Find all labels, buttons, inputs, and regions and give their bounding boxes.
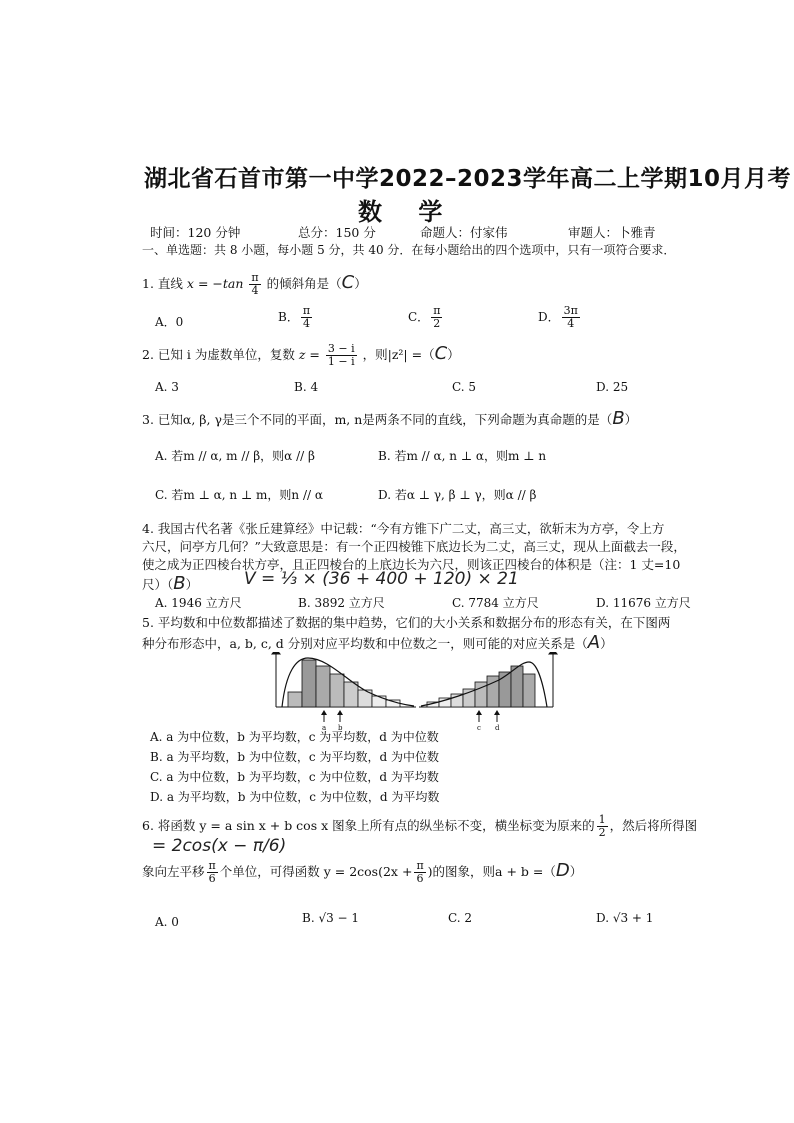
question-3: 3. 已知α, β, γ是三个不同的平面，m, n是两条不同的直线，下列命题为真命题的是（B） [142, 408, 638, 429]
q5-option-b: B. a 为平均数，b 为中位数，c 为平均数，d 为中位数 [150, 750, 439, 764]
q3-option-a: A. 若m // α, m // β，则α // β [155, 449, 315, 463]
q2-option-c: C. 5 [452, 380, 477, 394]
q1-fraction: $\frac{\pi}{4}$ [251, 271, 259, 297]
label-d: d [495, 724, 500, 732]
q5-option-a: A. a 为中位数，b 为平均数，c 为平均数，d 为中位数 [150, 730, 439, 744]
label-b: b [338, 724, 343, 732]
q3-answer: B [612, 408, 625, 429]
section-heading: 一、单选题：共 8 小题，每小题 5 分，共 40 分．在每小题给出的四个选项中，只有一项符合要求． [142, 243, 676, 257]
question-1: 1. 直线 x = −tan $\frac{\pi}{4}$ 的倾斜角是（C） [142, 271, 367, 297]
question-4-line-1: 4. 我国古代名著《张丘建算经》中记载：“今有方锥下广二丈，高三丈，欲斩末为方亭，令上方 [142, 521, 665, 536]
q4-handwritten-work: V = ⅓ × (36 + 400 + 120) × 21 [244, 569, 519, 589]
q2-answer: C [434, 343, 448, 364]
question-4-line-4: 尺）（B） [142, 573, 199, 594]
left-skew-histogram [268, 652, 418, 732]
q3-option-b: B. 若m // α, n ⊥ α，则m ⊥ n [378, 449, 547, 463]
right-skew-histogram [413, 652, 563, 732]
question-2: 2. 已知 i 为虚数单位，复数 z = $\frac{3 - i}{1 - i}$ ，则|z²| =（C） [142, 342, 460, 368]
q6-handwritten-work: = 2cos(x − π/6) [152, 836, 287, 856]
q2-option-a: A. 3 [155, 380, 179, 394]
q1-option-c: C． $\frac{\pi}{2}$ [408, 304, 441, 330]
q4-option-a: A. 1946 立方尺 [155, 596, 242, 610]
q2-fraction: $\frac{3 - i}{1 - i}$ [327, 342, 355, 368]
q4-option-d: D. 11676 立方尺 [596, 596, 691, 610]
question-4-line-3: 使之成为正四棱台状方亭，且正四棱台的上底边长为六尺，则该正四棱台的体积是（注：1 丈=10 [142, 557, 681, 572]
q1-pre: 直线 [157, 276, 183, 291]
q6-option-b: B. √3 − 1 [302, 911, 360, 925]
q1-number: 1. [142, 276, 154, 291]
exam-time: 时间：120 分钟 [150, 225, 241, 240]
q1-formula: x = −tan [186, 276, 244, 291]
subject-title: 数 学 [358, 198, 457, 226]
q1-answer: C [341, 272, 355, 293]
q5-option-c: C. a 为中位数，b 为平均数，c 为中位数，d 为平均数 [150, 770, 439, 784]
label-c: c [477, 724, 481, 732]
q5-option-d: D. a 为平均数，b 为中位数，c 为中位数，d 为平均数 [150, 790, 440, 804]
exam-author: 命题人：付家伟 [420, 225, 508, 240]
q6-option-a: A. 0 [155, 915, 179, 929]
q6-option-c: C. 2 [448, 911, 473, 925]
q6-answer: D [555, 860, 570, 881]
q1-option-a: A．0 [155, 315, 184, 329]
exam-title: 湖北省石首市第一中学2022–2023学年高二上学期10月月考 [144, 166, 792, 192]
q1-option-b: B． $\frac{\pi}{4}$ [278, 304, 311, 330]
q3-option-c: C. 若m ⊥ α, n ⊥ m，则n // α [155, 488, 323, 502]
q6-option-d: D. √3 + 1 [596, 911, 654, 925]
q2-option-b: B. 4 [294, 380, 319, 394]
question-5-line-2: 种分布形态中，a, b, c, d 分别对应平均数和中位数之一，则可能的对应关系是（A） [142, 632, 613, 653]
q1-post: 的倾斜角是（ [266, 276, 342, 291]
q4-option-b: B. 3892 立方尺 [298, 596, 385, 610]
exam-total: 总分：150 分 [298, 225, 376, 240]
q2-option-d: D. 25 [596, 380, 629, 394]
q3-option-d: D. 若α ⊥ γ, β ⊥ γ，则α // β [378, 488, 537, 502]
q5-answer: A [587, 632, 601, 653]
label-a: a [322, 724, 327, 732]
question-5-line-1: 5. 平均数和中位数都描述了数据的集中趋势，它们的大小关系和数据分布的形态有关，在下图两 [142, 615, 671, 630]
q1-option-d: D． $\frac{3\pi}{4}$ [538, 304, 578, 330]
q4-option-c: C. 7784 立方尺 [452, 596, 539, 610]
question-4-line-2: 六尺，问亭方几何？”大致意思是：有一个正四棱锥下底边长为二丈，高三丈，现从上面截去一段， [142, 539, 686, 554]
q4-answer: B [173, 573, 186, 594]
question-6-line-1: 6. 将函数 y = a sin x + b cos x 图象上所有点的纵坐标不变，横坐标变为原来的 $\frac{1}{2}$ ，然后将所得图 [142, 813, 698, 839]
question-6-line-2: 象向左平移 $\frac{\pi}{6}$ 个单位，可得函数 y = 2cos(2x + $\frac{\pi}{6}$ )的图象，则a + b =（D） [142, 859, 583, 885]
exam-reviewer: 审题人：卜雅青 [568, 225, 656, 240]
